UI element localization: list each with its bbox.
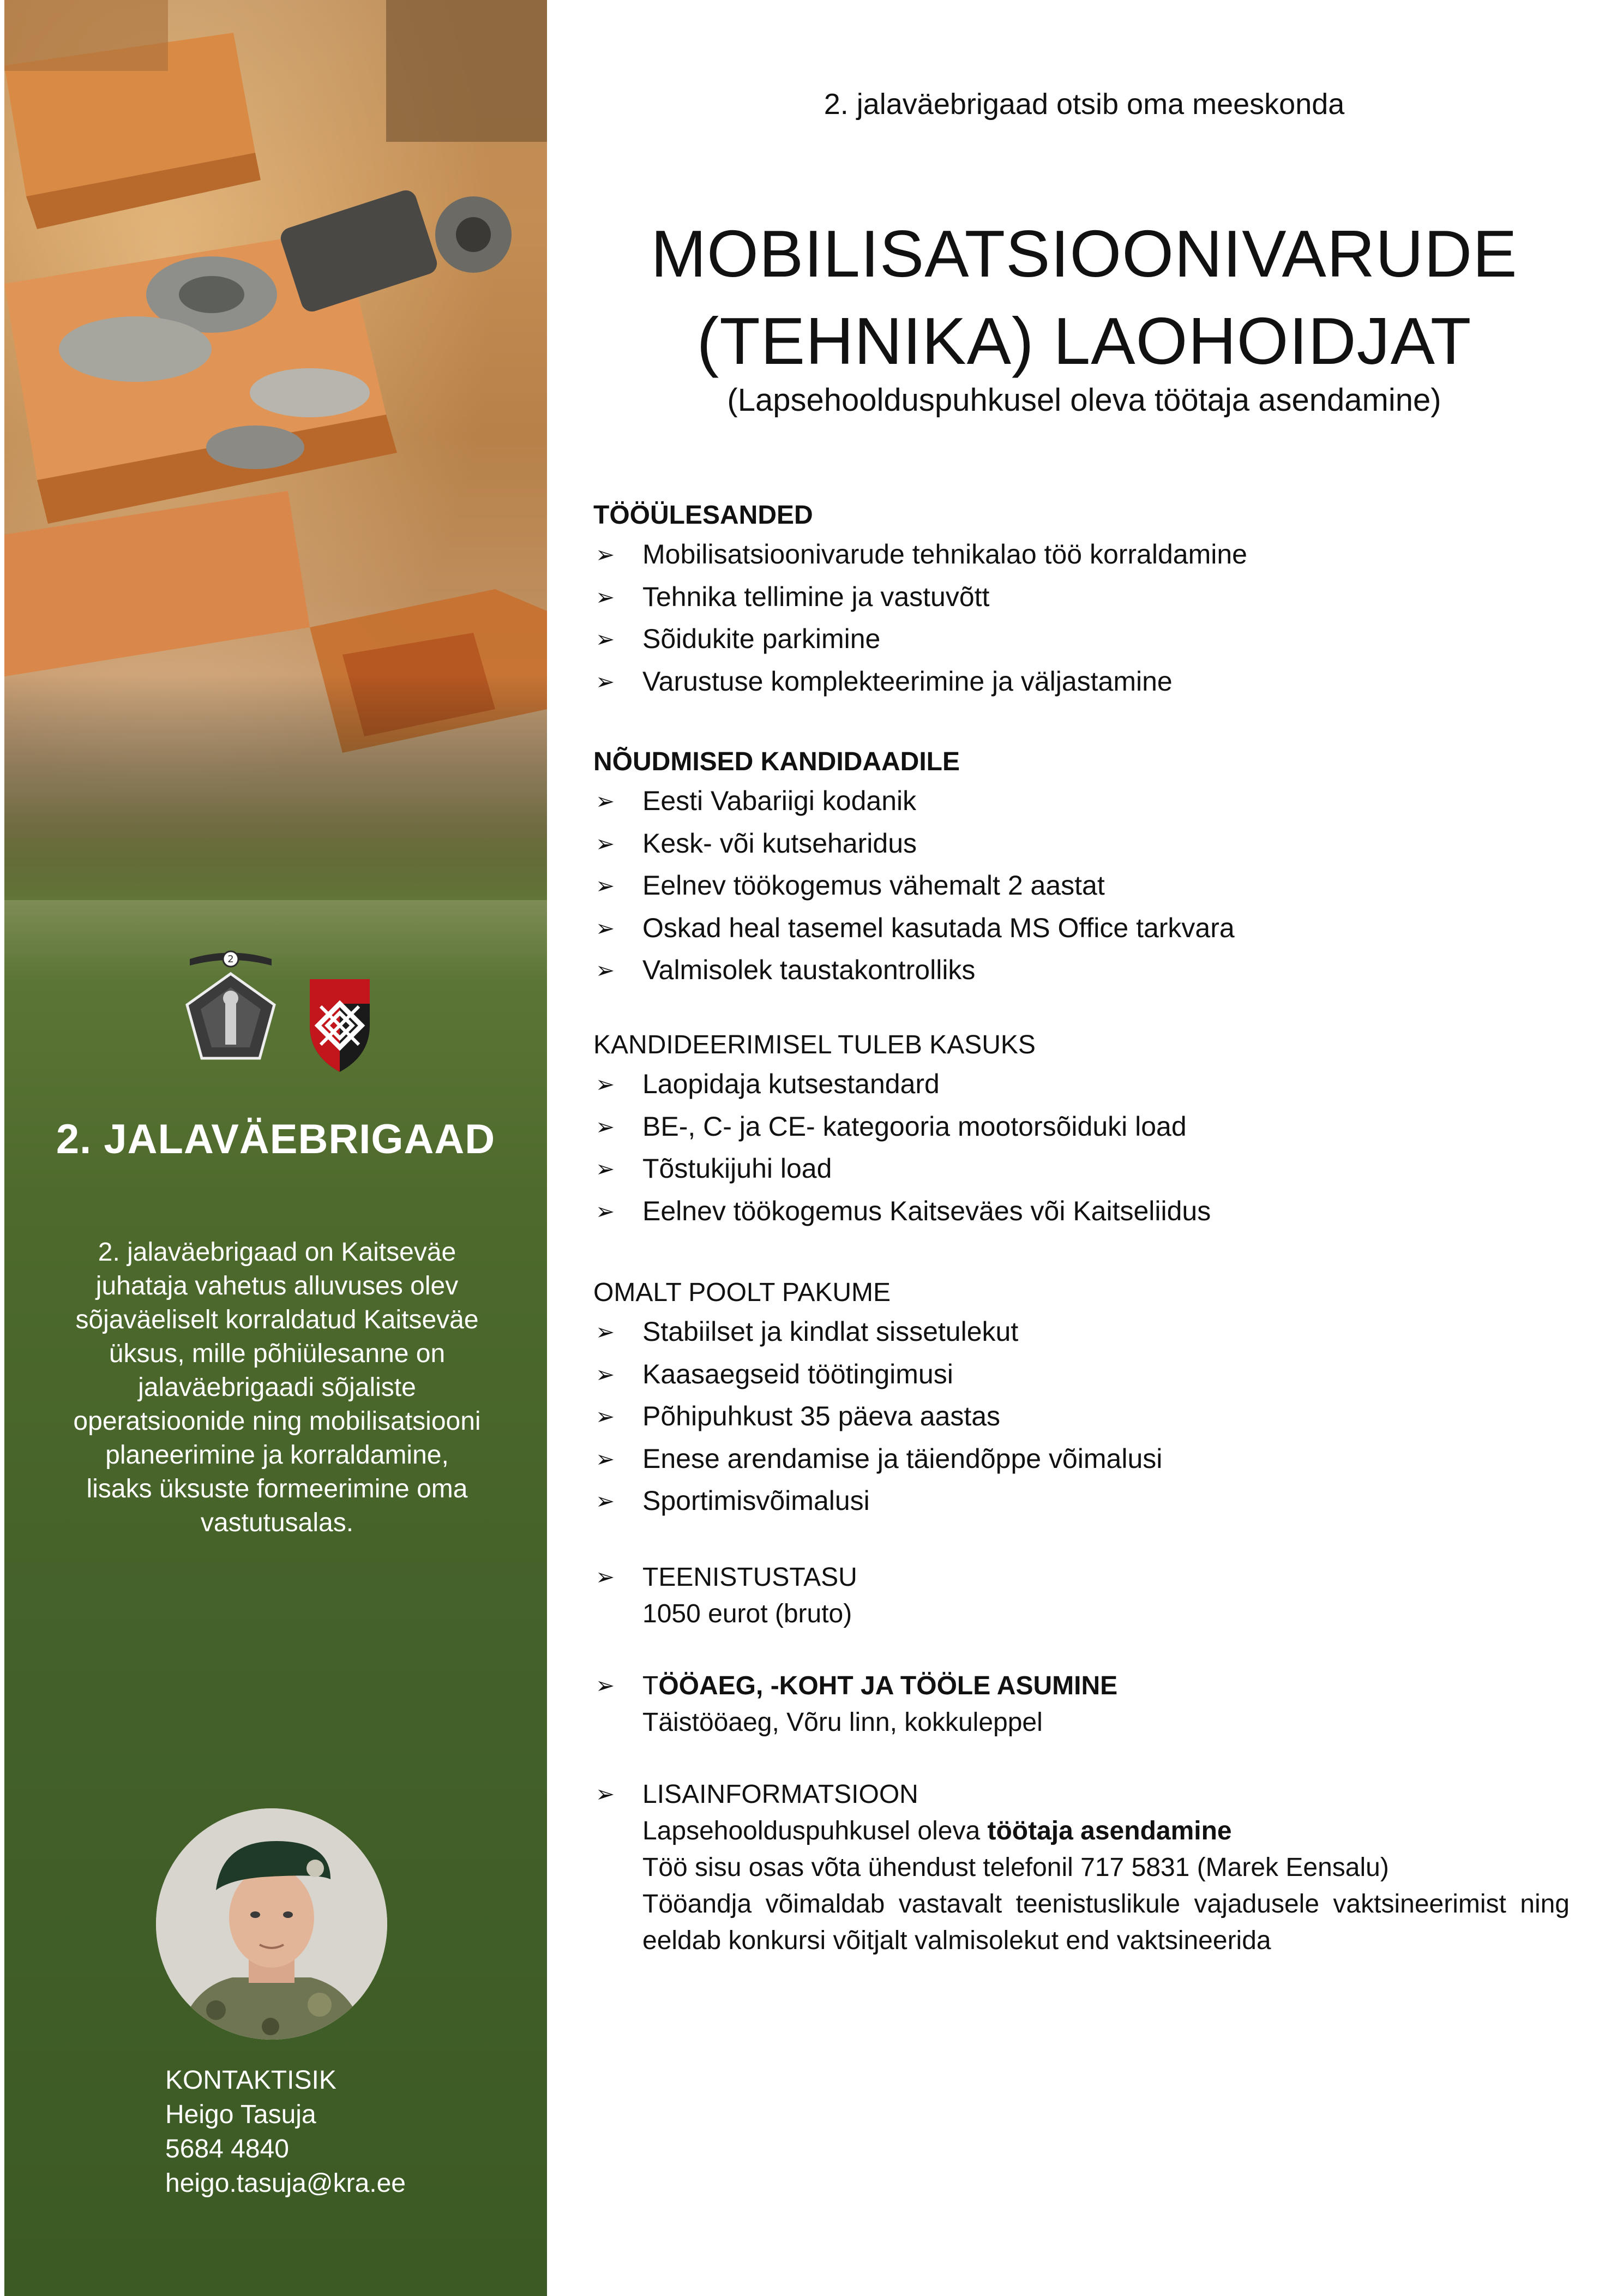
advantages-list bbox=[593, 1063, 1575, 1232]
salary-value: 1050 eurot (bruto) bbox=[642, 1599, 852, 1628]
list-item: ➢ Eelnev töökogemus vähemalt 2 aastat bbox=[593, 865, 1575, 907]
section-advantages bbox=[593, 1029, 1575, 1232]
job-title bbox=[545, 210, 1623, 385]
section-duties bbox=[593, 499, 1575, 703]
section-worktime bbox=[593, 1668, 1570, 1741]
section-we-offer bbox=[593, 1276, 1575, 1522]
section-requirements bbox=[593, 746, 1575, 992]
contact-email[interactable]: heigo.tasuja@kra.ee bbox=[165, 2169, 406, 2198]
brigade-description: 2. jalaväebrigaad on Kaitseväe juhataja vahetus alluvuses olev sõjaväeliselt korraldatud Kaitseväe üksus, mille põhiülesanne on jalaväebrigaadi sõjaliste operatsioonide ning mobilisatsiooni planeerimine ja korraldamine, lisaks üksuste formeerimine oma vastutusalas. bbox=[73, 1238, 481, 1537]
arrow-bullet-icon: ➢ bbox=[596, 1563, 615, 1590]
list-item: ➢ Eesti Vabariigi kodanik bbox=[593, 780, 1575, 823]
contact-label: KONTAKTISIK bbox=[165, 2066, 336, 2095]
left-sidebar bbox=[4, 0, 547, 2296]
list-item: ➢ Tehnika tellimine ja vastuvõtt bbox=[593, 576, 1575, 619]
worktime-heading bbox=[642, 1668, 1570, 1704]
list-item: ➢ Stabiilset ja kindlat sissetulekut bbox=[593, 1311, 1575, 1353]
section-heading: NÕUDMISED KANDIDAADILE bbox=[593, 747, 960, 776]
header-photo-warehouse-parts bbox=[4, 0, 547, 900]
salary-heading: TEENISTUSTASU bbox=[642, 1563, 857, 1592]
brigade-title: 2. JALAVÄEBRIGAAD bbox=[56, 1116, 496, 1162]
contact-phone: 5684 4840 bbox=[165, 2135, 289, 2163]
worktime-heading-prefix: T bbox=[642, 1671, 659, 1700]
svg-text:2: 2 bbox=[227, 954, 234, 965]
list-item: ➢ BE-, C- ja CE- kategooria mootorsõiduki load bbox=[593, 1106, 1575, 1148]
requirements-list bbox=[593, 780, 1575, 992]
info-line-1-bold: töötaja asendamine bbox=[987, 1817, 1232, 1845]
job-title-line-1: MOBILISATSIOONIVARUDE bbox=[651, 217, 1518, 291]
list-item: ➢ Enese arendamise ja täiendõppe võimalusi bbox=[593, 1438, 1575, 1480]
tagline: 2. jalaväebrigaad otsib oma meeskonda bbox=[823, 88, 1345, 121]
list-item: ➢ Põhipuhkust 35 päeva aastas bbox=[593, 1395, 1575, 1438]
list-item: ➢ Oskad heal tasemel kasutada MS Office tarkvara bbox=[593, 907, 1575, 950]
offer-list bbox=[593, 1311, 1575, 1522]
list-item: ➢ Kesk- või kutseharidus bbox=[593, 823, 1575, 865]
list-item: ➢ Mobilisatsioonivarude tehnikalao töö korraldamine bbox=[593, 533, 1575, 576]
arrow-bullet-icon: ➢ bbox=[596, 1781, 615, 1807]
info-line-2: Töö sisu osas võta ühendust telefonil 717 5831 (Marek Eensalu) bbox=[642, 1853, 1389, 1882]
worktime-heading-rest: ÖÖAEG, -KOHT JA TÖÖLE ASUMINE bbox=[658, 1671, 1118, 1700]
section-salary bbox=[593, 1559, 1570, 1632]
section-heading: TÖÖÜLESANDED bbox=[593, 501, 813, 530]
info-line-3: Tööandja võimaldab vastavalt teenistuslikule vajadusele vaktsineerimist ning eeldab konkursi võitjalt valmisolekut end vaktsineerida bbox=[642, 1890, 1570, 1955]
pentagon-badge-icon bbox=[187, 951, 274, 1058]
info-line-1 bbox=[642, 1813, 1570, 1849]
contact-name: Heigo Tasuja bbox=[165, 2100, 316, 2129]
list-item: ➢ Eelnev töökogemus Kaitseväes või Kaitseliidus bbox=[593, 1190, 1575, 1233]
section-heading: KANDIDEERIMISEL TULEB KASUKS bbox=[593, 1030, 1036, 1059]
section-additional-info bbox=[593, 1776, 1570, 1959]
contact-person-photo bbox=[156, 1808, 387, 2040]
list-item: ➢ Laopidaja kutsestandard bbox=[593, 1063, 1575, 1106]
job-subtitle: (Lapsehoolduspuhkusel oleva töötaja asendamine) bbox=[727, 382, 1441, 418]
worktime-value: Täistööaeg, Võru linn, kokkuleppel bbox=[642, 1708, 1043, 1737]
list-item: ➢ Tõstukijuhi load bbox=[593, 1148, 1575, 1190]
info-heading: LISAINFORMATSIOON bbox=[642, 1780, 918, 1809]
list-item: ➢ Sõidukite parkimine bbox=[593, 618, 1575, 661]
duties-list bbox=[593, 533, 1575, 703]
job-title-line-2: (TEHNIKA) LAOHOIDJAT bbox=[696, 304, 1472, 378]
list-item: ➢ Valmisolek taustakontrolliks bbox=[593, 949, 1575, 992]
info-line-1-normal: Lapsehoolduspuhkusel oleva bbox=[642, 1817, 988, 1845]
shield-badge-icon bbox=[310, 979, 370, 1072]
section-heading: OMALT POOLT PAKUME bbox=[593, 1278, 891, 1307]
list-item: ➢ Kaasaegseid töötingimusi bbox=[593, 1353, 1575, 1396]
list-item: ➢ Sportimisvõimalusi bbox=[593, 1480, 1575, 1522]
arrow-bullet-icon: ➢ bbox=[596, 1672, 615, 1699]
contact-block bbox=[165, 2063, 406, 2201]
list-item: ➢ Varustuse komplekteerimine ja väljastamine bbox=[593, 661, 1575, 703]
brigade-insignia-badges bbox=[184, 944, 392, 1080]
